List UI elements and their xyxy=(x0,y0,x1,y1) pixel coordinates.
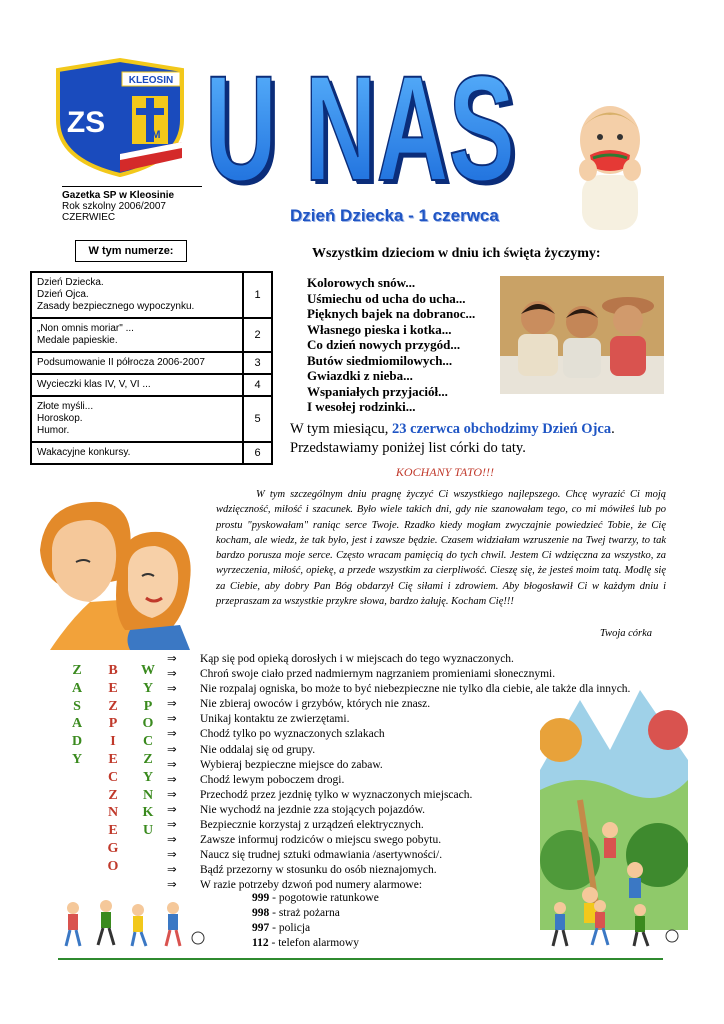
toc-row xyxy=(32,443,271,463)
arrow-icon: ⇒ xyxy=(167,653,177,665)
fathers-day-before: W tym miesiącu, xyxy=(290,421,393,437)
masthead-title xyxy=(195,30,525,200)
arrow-icon: ⇒ xyxy=(167,803,177,816)
safety-rule-text: Przechodź przez jezdnię tylko w wyznaczonych miejscach. xyxy=(200,788,473,801)
toc-label: W tym numerze: xyxy=(75,240,187,262)
emergency-numbers xyxy=(252,891,379,951)
safety-rule xyxy=(165,652,630,667)
toc-row-description xyxy=(32,443,244,463)
toc-row-page: 5 xyxy=(254,413,261,425)
vertical-letter: O xyxy=(107,858,119,874)
toc-row-line: Wakacyjne konkursy. xyxy=(37,447,131,458)
toc-row xyxy=(32,319,271,353)
masthead-text: U NAS xyxy=(205,44,515,200)
vertical-letter: S xyxy=(73,698,81,714)
letter-body: W tym szczególnym dniu pragnę życzyć Ci wszystkiego najlepszego. Chcę wyrazić Ci moją wdzięczność, miłość i szacunek. Było wiele takich dni, gdy nie szanowałam tego, co mi mówiłeś lub po prostu "pyskowałam" raniąc serce Twoje. Rzadko kiedy mogłam zwyczajnie powiedzieć Tobie, że Cię kocham, ale wiedz, że tak było, jest i zawsze będzie. Czasem widziałam wzruszenie na Twej twarzy, to tak bardzo porusza moje serce. Często wracam pamięcią do tych chwil. Jestem Ci wdzięczna za wszystko, za wyrzeczenia, miłość, opiekę, a przede wszystkim za cierpliwość. Cieszę się, że jesteś moim tatą. Modlę się za Ciebie, aby dobry Pan Bóg obdarzył Cię siłami i zdrowiem. Aby błogosławił Ci w każdym dniu i przepraszam za wszystkie przykre słowa, bardzo żałuję. Kocham Cię!!! xyxy=(216,489,666,608)
letter-signature: Twoja córka xyxy=(600,628,653,639)
fathers-day-intro xyxy=(290,420,670,458)
toc-row-line: Dzień Ojca. xyxy=(37,289,89,300)
vertical-letter: Z xyxy=(143,751,153,767)
fathers-day-highlight: 23 czerwca obchodzimy Dzień Ojca xyxy=(392,421,612,437)
arrow-icon: ⇒ xyxy=(167,728,177,741)
vertical-letter: Z xyxy=(108,698,118,714)
emergency-number-label: - straż pożarna xyxy=(269,907,340,920)
bottom-divider xyxy=(58,958,663,960)
toc-row-description xyxy=(32,397,244,441)
emergency-number xyxy=(252,891,379,906)
safety-rule-text: Zawsze informuj rodziców o miejscu swego pobytu. xyxy=(200,834,442,847)
safety-rule-text: Naucz się trudnej sztuki odmawiania /asertywności/. xyxy=(200,849,443,862)
toc-row xyxy=(32,273,271,319)
vertical-letter: K xyxy=(142,805,154,821)
toc-row-description xyxy=(32,319,244,351)
wish-item: Butów siedmiomilowych... xyxy=(307,352,453,368)
vertical-letter: G xyxy=(107,840,119,856)
children-photo xyxy=(500,276,664,394)
safety-rule-text: Nie oddalaj się od grupy. xyxy=(200,743,316,756)
wish-item: Wspaniałych przyjaciół... xyxy=(307,383,448,399)
wish-item: Kolorowych snów... xyxy=(307,275,416,290)
safety-rule-text: Nie rozpalaj ogniska, bo może to być niebezpieczne nie tylko dla ciebie, ale także dla innych. xyxy=(200,683,631,696)
safety-rule-text: Nie wychodź na jezdnie zza stojących pojazdów. xyxy=(200,803,426,816)
safety-rule-text: Chodź tylko po wyznaczonych szlakach xyxy=(200,728,385,741)
vertical-word-wypoczynku xyxy=(141,662,155,840)
toc-row-line: Humor. xyxy=(37,425,70,436)
arrow-icon: ⇒ xyxy=(167,698,177,711)
toc-row-line: Zasady bezpiecznego wypoczynku. xyxy=(37,301,195,312)
logo-school-name: KLEOSIN xyxy=(128,75,174,86)
vertical-letter: A xyxy=(71,680,83,696)
toc-row xyxy=(32,397,271,443)
emergency-number xyxy=(252,906,379,921)
vertical-letter: Y xyxy=(142,769,154,785)
issue-name: Gazetka SP w Kleosinie xyxy=(62,190,175,201)
masthead-shadow: U NAS xyxy=(209,48,519,200)
arrow-icon: ⇒ xyxy=(167,713,177,726)
vertical-letter: C xyxy=(107,769,119,785)
wish-item: Co dzień nowych przygód... xyxy=(307,337,461,352)
logo-letter: M xyxy=(151,129,161,141)
toc-row-page: 1 xyxy=(254,289,261,301)
vertical-letter: A xyxy=(71,716,83,732)
toc-row xyxy=(32,353,271,375)
toc-row-line: Medale papieskie. xyxy=(37,335,118,346)
emergency-number xyxy=(252,936,379,951)
arrow-icon: ⇒ xyxy=(167,788,177,801)
arrow-icon: ⇒ xyxy=(167,864,177,877)
emergency-number-label: - pogotowie ratunkowe xyxy=(269,892,379,904)
baby-photo xyxy=(560,95,660,230)
toc-row-description xyxy=(32,353,244,373)
toc-row-page: 3 xyxy=(254,357,261,369)
arrow-icon: ⇒ xyxy=(167,668,177,681)
emergency-number-digits: 112 xyxy=(252,937,269,950)
vertical-letter: Y xyxy=(71,751,83,767)
arrow-icon: ⇒ xyxy=(167,773,177,786)
wish-item: I wesołej rodzinki... xyxy=(307,399,416,414)
toc-table xyxy=(30,271,273,465)
vertical-letter: E xyxy=(108,680,118,696)
emergency-number-label: - policja xyxy=(269,922,311,935)
toc-row-line: Dzień Dziecka. xyxy=(37,277,104,288)
vertical-letter: B xyxy=(108,663,118,678)
headline: Dzień Dziecka - 1 czerwca xyxy=(290,206,499,225)
fathers-day-after: . xyxy=(611,421,615,437)
toc-row-line: Wycieczki klas IV, V, VI ... xyxy=(37,379,151,390)
emergency-number-digits: 998 xyxy=(252,907,270,920)
toc-row-line: Podsumowanie II półrocza 2006-2007 xyxy=(37,357,205,368)
safety-rule-text: Kąp się pod opieką dorosłych i w miejscach do tego wyznaczonych. xyxy=(200,653,514,665)
toc-row xyxy=(32,375,271,397)
arrow-icon: ⇒ xyxy=(167,683,177,696)
emergency-number xyxy=(252,921,379,936)
vertical-letter: N xyxy=(107,805,119,821)
vertical-word-zasady xyxy=(70,662,84,769)
emergency-number-digits: 999 xyxy=(252,892,270,904)
toc-row-page: 4 xyxy=(254,379,261,391)
arrow-icon: ⇒ xyxy=(167,879,177,892)
emergency-number-digits: 997 xyxy=(252,922,270,935)
toc-row-line: „Non omnis moriar" ... xyxy=(37,323,134,334)
toc-row-line: Złote myśli... xyxy=(37,401,94,412)
vertical-letter: O xyxy=(142,716,154,732)
couple-illustration xyxy=(30,490,200,650)
toc-row-description xyxy=(32,273,244,317)
vertical-letter: C xyxy=(142,734,154,750)
issue-year: Rok szkolny 2006/2007 xyxy=(62,201,166,212)
vertical-letter: E xyxy=(108,751,118,767)
wish-item: Własnego pieska i kotka... xyxy=(307,321,452,337)
toc-row-description xyxy=(32,375,244,395)
wishes-intro: Wszystkim dzieciom w dniu ich święta życzymy: xyxy=(312,246,601,261)
letter-title: KOCHANY TATO!!! xyxy=(395,465,495,479)
playing-kids-left-illustration xyxy=(58,890,208,950)
logo-initials: ZS xyxy=(66,106,106,139)
vertical-letter: P xyxy=(108,716,118,732)
vertical-letter: E xyxy=(108,823,118,839)
arrow-icon: ⇒ xyxy=(167,758,177,771)
safety-rule-text: Chodź lewym poboczem drogi. xyxy=(200,773,345,786)
toc-row-page: 2 xyxy=(254,329,261,341)
safety-rule-text: Chroń swoje ciało przed nadmiernym nagrzaniem promieniami słonecznymi. xyxy=(200,668,556,681)
safety-rule-text: Bądź przezorny w stosunku do osób nieznajomych. xyxy=(200,864,437,877)
arrow-icon: ⇒ xyxy=(167,849,177,862)
toc-row-page: 6 xyxy=(254,447,261,459)
vertical-letter: U xyxy=(142,823,154,839)
safety-rule-text: W razie potrzeby dzwoń pod numery alarmowe: xyxy=(200,879,423,892)
vertical-letter: Z xyxy=(108,787,118,803)
arrow-icon: ⇒ xyxy=(167,743,177,756)
issue-info xyxy=(62,186,202,223)
arrow-icon: ⇒ xyxy=(167,819,177,832)
vertical-letter: I xyxy=(110,734,116,750)
vertical-letter: Y xyxy=(142,680,154,696)
emergency-number-label: - telefon alarmowy xyxy=(268,937,359,950)
playing-kids-right-illustration xyxy=(540,890,688,950)
safety-rule-text: Wybieraj bezpieczne miejsce do zabaw. xyxy=(200,758,383,771)
fathers-day-line2: Przedstawiamy poniżej list córki do taty. xyxy=(290,440,526,456)
vertical-letter: Z xyxy=(72,663,82,678)
vertical-word-bezpiecznego xyxy=(106,662,120,876)
issue-month: CZERWIEC xyxy=(62,212,116,223)
school-logo xyxy=(50,50,190,180)
safety-rule-text: Nie zbieraj owoców i grzybów, których nie znasz. xyxy=(200,698,431,711)
vertical-letter: N xyxy=(142,787,154,803)
wish-item: Uśmiechu od ucha do ucha... xyxy=(307,290,466,306)
safety-rule-text: Bezpiecznie korzystaj z urządzeń elektrycznych. xyxy=(200,819,424,832)
arrow-icon: ⇒ xyxy=(167,834,177,847)
vertical-letter: P xyxy=(143,698,153,714)
safety-rule-text: Unikaj kontaktu ze zwierzętami. xyxy=(200,713,350,726)
vertical-letter: D xyxy=(71,734,83,750)
wish-item: Pięknych bajek na dobranoc... xyxy=(307,306,476,321)
wish-item: Gwiazdki z nieba... xyxy=(307,368,413,383)
toc-row-line: Horoskop. xyxy=(37,413,83,424)
vertical-letter: W xyxy=(141,663,155,678)
wishes-list xyxy=(307,275,475,415)
